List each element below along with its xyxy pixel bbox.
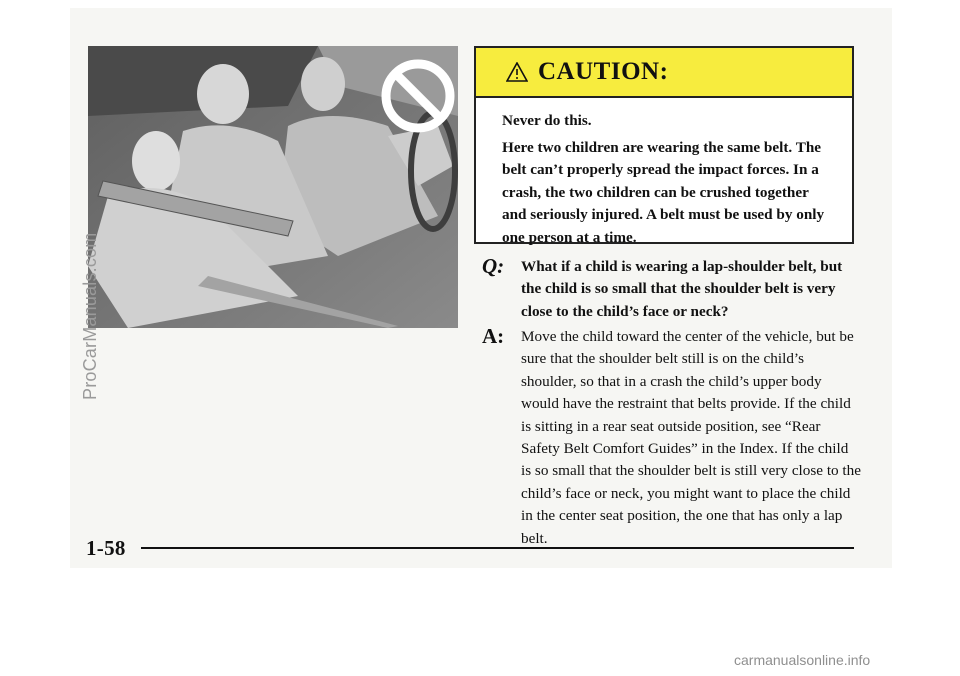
caution-body (502, 110, 830, 249)
answer-text: Move the child toward the center of the vehicle, but be sure that the shoulder belt still is on the child’s shoulder, so that in a crash the child’s upper body would have the restraint that belts provide. If the child is sitting in a rear seat outside position, see “Rear Safety Belt Comfort Guides” in the Index. If the child is so small that the shoulder belt is still very close to the child’s face or neck, you might want to place the child in the center seat position, the one that has only a lap belt. (521, 328, 861, 547)
caution-line-2: Here two children are wearing the same belt. The belt can’t properly spread the impact forces. In a crash, the two children can be crushed together and seriously injured. A belt must be used by only one person at a time. (502, 138, 825, 246)
caution-header (476, 48, 852, 98)
caution-title: CAUTION: (538, 58, 669, 85)
question-text: What if a child is wearing a lap-shoulder belt, but the child is so small that the shoulder belt is very close to the child’s face or neck? (521, 258, 843, 320)
illustration-svg (88, 46, 458, 328)
page-number: 1-58 (86, 536, 126, 560)
footer-rule (141, 547, 854, 549)
warning-triangle-icon (506, 62, 528, 82)
question-label: Q: (482, 254, 505, 278)
caution-box (474, 46, 854, 244)
watermark-text: ProCarManuals.com (80, 232, 100, 400)
answer-label: A: (482, 324, 505, 348)
caution-line-1: Never do this. (502, 112, 592, 129)
illustration-two-children-one-belt (88, 46, 458, 328)
footer-site-logo: carmanualsonline.info (734, 652, 871, 668)
